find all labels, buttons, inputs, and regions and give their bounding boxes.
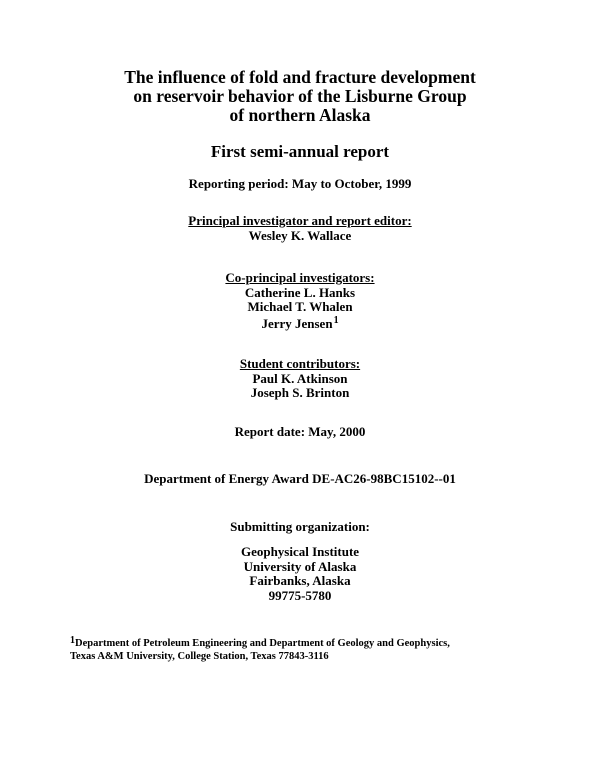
footnote-mark: 1 <box>70 635 75 646</box>
footnote-line-1 <box>70 637 550 650</box>
submitting-organization-heading: Submitting organization: <box>230 519 370 534</box>
co-principal-investigators-section <box>0 271 600 333</box>
award-number: Department of Energy Award DE-AC26-98BC15102--01 <box>144 471 456 486</box>
org-line-4: 99775-5780 <box>268 587 332 603</box>
title-line-1: The influence of fold and fracture development <box>124 67 476 87</box>
org-line-2: University of Alaska <box>243 558 357 574</box>
co-principal-investigators-heading: Co-principal investigators: <box>225 270 375 285</box>
footnote-line-2: Texas A&M University, College Station, Texas 77843-3116 <box>70 651 329 662</box>
reporting-period: Reporting period: May to October, 1999 <box>188 176 412 191</box>
org-line-3: Fairbanks, Alaska <box>249 573 351 588</box>
title-line-3: of northern Alaska <box>229 105 371 125</box>
co-pi-name-3: Jerry Jensen <box>261 315 333 331</box>
report-date: Report date: May, 2000 <box>234 424 366 439</box>
student-name-1: Paul K. Atkinson <box>252 370 348 386</box>
principal-investigator-section <box>0 214 600 243</box>
co-pi-name-3-row <box>0 314 600 334</box>
co-pi-name-1: Catherine L. Hanks <box>244 284 356 300</box>
org-line-1: Geophysical Institute <box>240 544 360 559</box>
report-title <box>0 68 600 125</box>
co-pi-name-2: Michael T. Whalen <box>247 299 353 314</box>
footnote <box>70 637 550 663</box>
principal-investigator-heading: Principal investigator and report editor: <box>188 213 412 228</box>
footnote-reference: 1 <box>333 314 339 326</box>
report-subtitle: First semi-annual report <box>210 142 390 161</box>
student-contributors-heading: Student contributors: <box>239 356 361 371</box>
student-name-2: Joseph S. Brinton <box>250 385 350 400</box>
student-contributors-section <box>0 357 600 401</box>
title-line-2: on reservoir behavior of the Lisburne Group <box>133 86 467 106</box>
submitting-organization-address <box>0 545 600 603</box>
footnote-text-1: Department of Petroleum Engineering and Department of Geology and Geophysics, <box>75 638 450 649</box>
principal-investigator-name: Wesley K. Wallace <box>248 227 352 243</box>
